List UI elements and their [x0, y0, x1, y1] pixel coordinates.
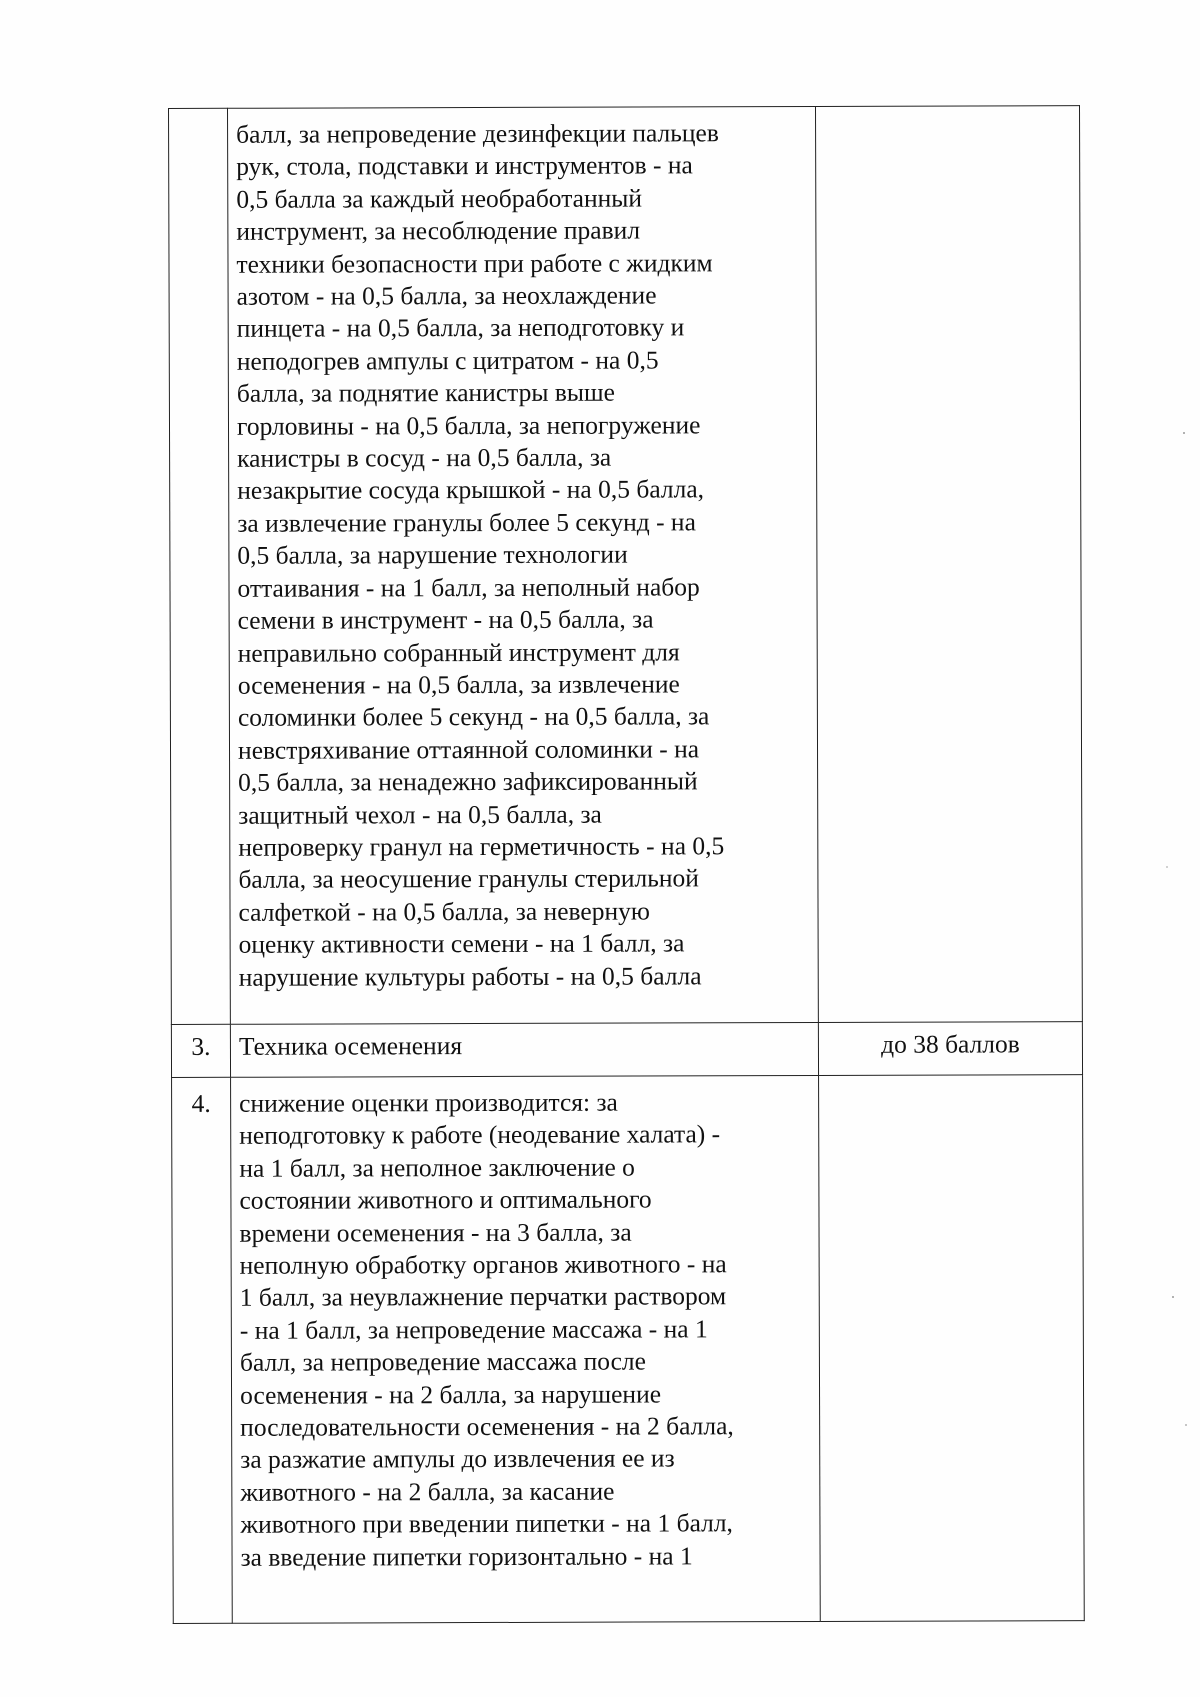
text-line: защитный чехол - на 0,5 балла, за — [238, 799, 602, 830]
text-line: за извлечение гранулы более 5 секунд - на — [237, 507, 696, 538]
text-line: 0,5 балла, за нарушение технологии — [237, 539, 628, 571]
text-line: неправильно собранный инструмент для — [237, 636, 680, 668]
text-line: времени осеменения - на 3 балла, за — [239, 1217, 632, 1248]
text-line: - на 1 балл, за непроведение массажа - на 1 — [239, 1314, 708, 1345]
table-row — [169, 106, 1083, 1025]
text-line: балл, за непроведение дезинфекции пальцев — [236, 118, 719, 149]
section-title: Техника осеменения — [238, 1031, 463, 1061]
text-line: за разжатие ампулы до извлечения ее из — [240, 1443, 675, 1475]
text-line: инструмент, за несоблюдение правил — [236, 215, 641, 247]
criteria-cell — [231, 1075, 821, 1623]
text-line: семени в инструмент - на 0,5 балла, за — [237, 604, 654, 635]
text-line: 0,5 балла за каждый необработанный — [236, 183, 643, 214]
row-number-cell: 3. — [171, 1024, 230, 1077]
row-number-cell — [169, 108, 231, 1024]
text-line: 0,5 балла, за ненадежно зафиксированный — [238, 766, 698, 797]
text-line: горловины - на 0,5 балла, за непогружение — [236, 409, 701, 441]
text-line: оттаивания - на 1 балл, за неполный набор — [237, 572, 700, 603]
text-line: животного при введении пипетки - на 1 балл, — [240, 1508, 733, 1540]
text-line: неподготовку к работе (неодевание халата) - — [239, 1119, 721, 1151]
text-line: балл, за непроведение массажа после — [239, 1346, 646, 1378]
text-line: состоянии животного и оптимального — [239, 1184, 652, 1215]
table-row — [171, 1022, 1082, 1078]
text-line: соломинки более 5 секунд - на 0,5 балла, за — [237, 701, 710, 733]
score-cell — [815, 106, 1082, 1023]
text-line: балла, за неосушение гранулы стерильной — [238, 863, 699, 895]
text-line: салфеткой - на 0,5 балла, за неверную — [238, 896, 650, 927]
text-line: оценку активности семени - на 1 балл, за — [238, 928, 685, 959]
criteria-cell — [228, 106, 819, 1024]
text-line: азотом - на 0,5 балла, за неохлаждение — [236, 280, 657, 311]
text-line: осеменения - на 0,5 балла, за извлечение — [237, 669, 680, 700]
text-line: непроверку гранул на герметичность - на 0,5 — [238, 831, 725, 862]
text-line: животного - на 2 балла, за касание — [240, 1476, 615, 1507]
evaluation-table — [168, 105, 1085, 1624]
scan-speck — [1183, 432, 1185, 434]
text-line: снижение оценки производится: за — [239, 1087, 618, 1118]
table-row — [172, 1075, 1085, 1624]
text-line: осеменения - на 2 балла, за нарушение — [239, 1379, 662, 1410]
text-line: незакрытие сосуда крышкой - на 0,5 балла, — [237, 474, 705, 506]
criteria-cell — [230, 1022, 818, 1077]
text-line: неподогрев ампулы с цитратом - на 0,5 — [236, 345, 659, 376]
text-line: нарушение культуры работы - на 0,5 балла — [238, 960, 702, 992]
text-line: балла, за поднятие канистры выше — [236, 377, 616, 409]
text-line: 1 балл, за неувлажнение перчатки раствором — [239, 1281, 727, 1313]
scan-speck — [1166, 866, 1168, 868]
text-line: на 1 балл, за неполное заключение о — [239, 1152, 635, 1183]
text-line: пинцета - на 0,5 балла, за неподготовку и — [236, 312, 685, 344]
text-line: рук, стола, подставки и инструментов - на — [236, 150, 693, 182]
text-line: канистры в сосуд - на 0,5 балла, за — [237, 442, 612, 473]
scan-speck — [1185, 1424, 1187, 1426]
text-line: техники безопасности при работе с жидким — [236, 247, 713, 279]
text-line: неполную обработку органов животного - на — [239, 1249, 727, 1280]
text-line: за введение пипетки горизонтально - на 1 — [240, 1541, 693, 1572]
score-cell — [819, 1075, 1085, 1622]
row-number-cell: 4. — [172, 1077, 233, 1623]
scan-speck — [1172, 1296, 1174, 1298]
score-cell: до 38 баллов — [818, 1022, 1082, 1076]
text-line: невстряхивание оттаянной соломинки - на — [237, 734, 700, 765]
text-line: последовательности осеменения - на 2 балла, — [240, 1411, 734, 1442]
